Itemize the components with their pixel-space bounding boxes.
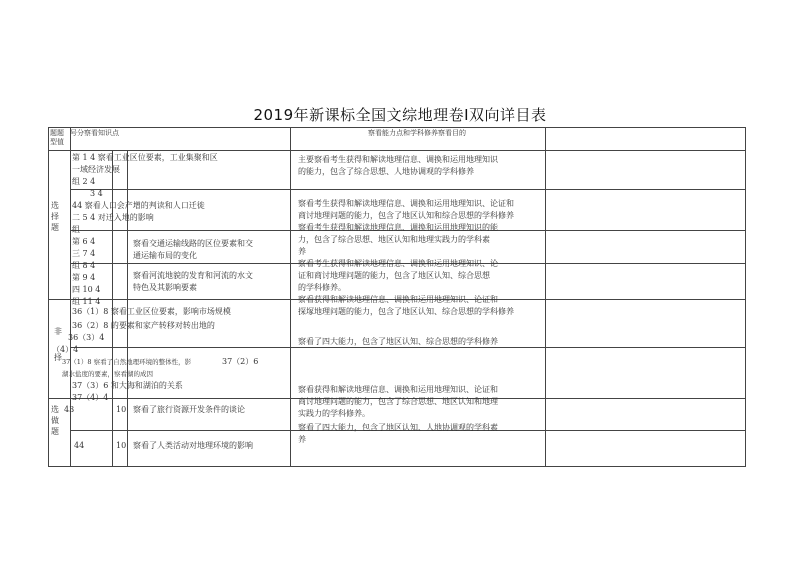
section-nonchoice-a: 非	[54, 327, 62, 336]
row-text: 湖水盐度的要素，察看湖的成因	[62, 370, 153, 378]
header-col-knowledge: 号分察看知识点	[70, 129, 119, 137]
table-line	[48, 150, 746, 151]
row-text: 四 10 4	[72, 285, 101, 294]
ability-text: 察看了四大能力，包含了地区认知、人地协调观的学科素	[298, 423, 498, 432]
section-nonchoice-b: 择	[54, 353, 62, 362]
row-text: 3 4	[90, 189, 103, 198]
ability-text: 力，包含了综合思想、地区认知和地理实践力的学科素	[298, 235, 490, 244]
row-text: 察看交通运输线路的区位要素和交	[133, 239, 253, 248]
section-choice: 选择题	[51, 201, 59, 232]
row-text: 第 6 4	[72, 237, 96, 246]
table-line	[545, 127, 546, 467]
row-text: 第 1 4 察看工业区位要素，工业集聚和区	[72, 153, 218, 162]
ability-text: 实践力的学科修养。	[298, 409, 370, 418]
row-text: 通运输布局的变化	[133, 251, 197, 260]
row-text: 察看河流地貌的发育和河流的水文	[133, 271, 253, 280]
ability-text: 主要察看考生获得和解读地理信息、调换和运用地理知识	[298, 155, 498, 164]
row-text: 37（1）8 察看了自然地理环境的整体性，影	[62, 358, 192, 366]
ability-text: 证和商讨地理问题的能力，包含了地区认知、综合思想	[298, 271, 490, 280]
row-text: 37（4）4	[72, 393, 109, 402]
ability-text: 察看获得和解读地理信息、调换和运用地理知识、论证和	[298, 385, 498, 394]
ability-text: 察看获得和解读地理信息、调换和运用地理知识、论证和	[298, 295, 498, 304]
row-text: 一域经济发展	[72, 165, 120, 174]
row-text: 第 9 4	[72, 273, 96, 282]
row-text: 二 5 4 对迁入地的影响	[72, 213, 154, 222]
row-text: 37（2）6	[222, 357, 259, 366]
row-text: 37（3）6 和大海和湖泊的关系	[72, 381, 183, 390]
table-line	[70, 189, 746, 190]
row-text: 36（1）8 察看工业区位要素，影响市场规模	[72, 307, 231, 316]
row-text: 10	[116, 405, 127, 414]
ability-text: 察看考生获得和解读地理信息、调换和运用地理知识、论证和	[298, 199, 514, 208]
row-text: 43	[64, 405, 75, 414]
section-optional: 选做题	[51, 405, 59, 436]
row-text: 36（3）4	[68, 333, 105, 342]
table-line	[48, 466, 746, 467]
ability-text: 养	[298, 435, 306, 444]
table-line	[290, 127, 291, 467]
row-text: 组 2 4	[72, 177, 96, 186]
row-text: 44 察看人口会产增的判读和人口迁徙	[72, 201, 205, 210]
ability-text: 察看了四大能力，包含了地区认知、综合思想的学科修养	[298, 337, 498, 346]
ability-text: 商讨地理问题的能力，包含了综合思想、地区认知和地理	[298, 397, 498, 406]
ability-text: 商讨地理问题的能力，包含了地区认知和综合思想的学科修养	[298, 211, 514, 220]
table-line	[70, 127, 71, 467]
row-text: 44	[74, 441, 85, 450]
row-text: （4）4	[52, 345, 79, 354]
row-text: 10	[116, 441, 127, 450]
table-line	[745, 127, 746, 467]
row-text: 组 11 4	[72, 297, 101, 306]
header-col-type: 题题	[50, 129, 64, 137]
header-col-value: 型值	[50, 138, 64, 146]
row-text: 组	[72, 225, 80, 234]
row-text: 特色及其影响要素	[133, 283, 197, 292]
ability-text: 探塚地理问题的能力，包含了地区认知、综合思想的学科修养	[298, 307, 514, 316]
ability-text: 的能力，包含了综合思想、人地协调观的学科修养	[298, 167, 474, 176]
row-text: 组 8 4	[72, 261, 96, 270]
row-text: 察看了旅行资源开发条件的谈论	[133, 405, 245, 414]
row-text: 36（2）8 的要素和家产转移对转出地的	[72, 321, 215, 330]
table-line	[48, 127, 49, 467]
ability-text: 察看考生获得和解读地理信息、调换和运用地理知识的能	[298, 223, 498, 232]
ability-text: 察看考生获得和解读地理信息、调换和运用地理知识、论	[298, 259, 498, 268]
table-line	[48, 127, 746, 128]
ability-text: 的学科修养。	[298, 283, 346, 292]
page-title: 2019年新课标全国文综地理卷Ⅰ双向详目表	[253, 106, 547, 124]
row-text: 察看了人类活动对地理环境的影响	[133, 441, 253, 450]
row-text: 三 7 4	[72, 249, 96, 258]
header-col-ability: 察看能力点和学科修养察看目的	[368, 129, 466, 137]
ability-text: 养	[298, 247, 306, 256]
